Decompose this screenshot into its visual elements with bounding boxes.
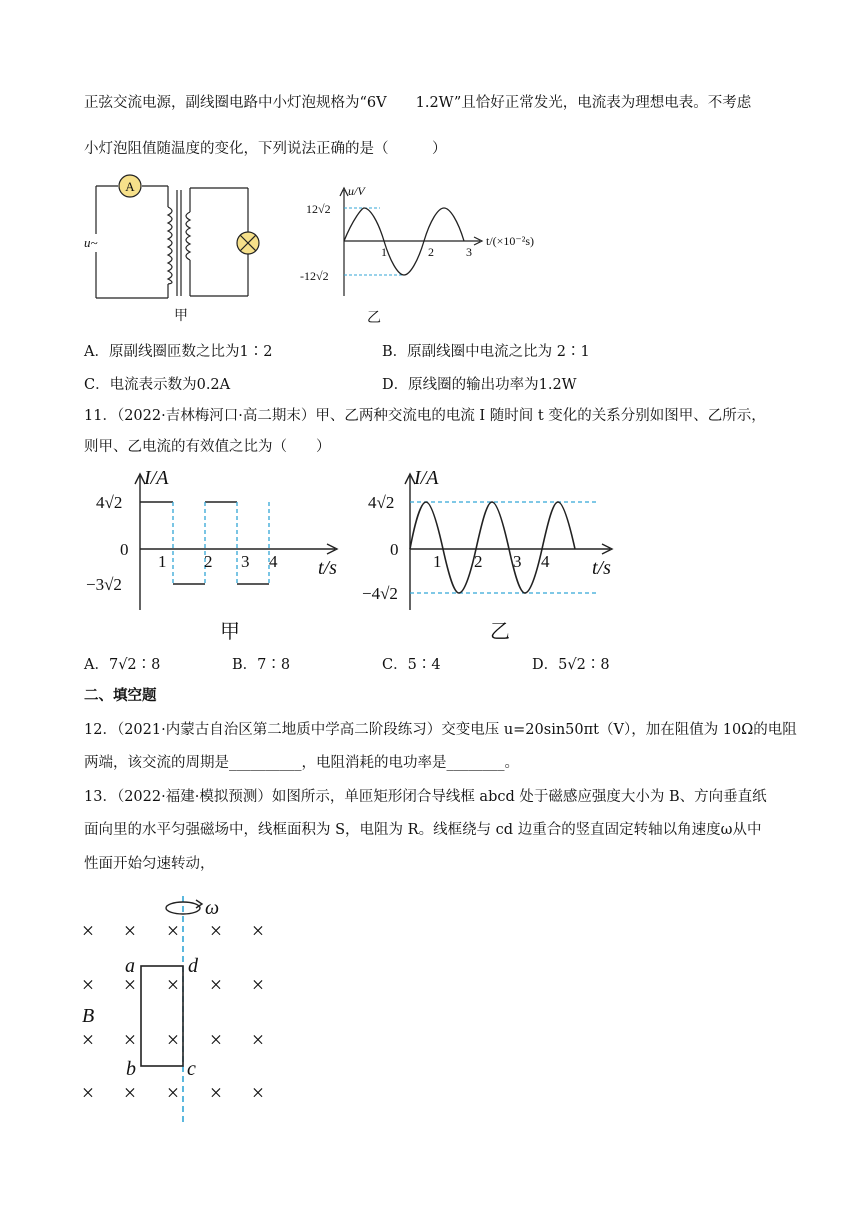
caption-jia: 甲	[220, 621, 240, 643]
tick-2: 2	[428, 245, 434, 259]
label-b-field: B	[82, 1005, 95, 1027]
q11-option-d[interactable]: D．5√2∶8	[532, 657, 610, 673]
svg-text:×: ×	[123, 972, 137, 997]
zero-label: 0	[390, 540, 399, 559]
tick-2: 2	[204, 552, 213, 571]
y-neg-label: −3√2	[86, 575, 122, 594]
svg-text:×: ×	[209, 918, 223, 943]
label-d: d	[188, 955, 198, 977]
svg-text:×: ×	[166, 972, 180, 997]
y-pos-label: 4√2	[368, 493, 395, 512]
svg-text:×: ×	[251, 1080, 265, 1105]
tick-1: 1	[381, 245, 387, 259]
q10-option-a[interactable]: A．原副线圈匝数之比为1∶2	[84, 344, 273, 360]
caption-jia: 甲	[174, 309, 188, 324]
y-pos-label: 12√2	[306, 202, 331, 216]
svg-text:×: ×	[251, 918, 265, 943]
svg-text:×: ×	[123, 918, 137, 943]
svg-text:×: ×	[209, 972, 223, 997]
tick-4: 4	[541, 552, 550, 571]
q10-option-b[interactable]: B．原副线圈中电流之比为 2∶1	[382, 344, 590, 360]
tick-4: 4	[269, 552, 278, 571]
q10-line2: 小灯泡阻值随温度的变化，下列说法正确的是（ ）	[84, 141, 447, 157]
y-pos-label: 4√2	[96, 493, 123, 512]
section-heading: 二、填空题	[84, 687, 157, 704]
label-b: b	[126, 1058, 136, 1080]
q11-option-a[interactable]: A．7√2∶8	[84, 657, 161, 673]
caption-yi: 乙	[367, 311, 381, 326]
y-axis-label: u/V	[348, 184, 365, 198]
q13-figure	[70, 892, 290, 1127]
q11-figure-jia	[80, 462, 350, 647]
q11-line2: 则甲、乙电流的有效值之比为（ ）	[84, 439, 331, 455]
tick-3: 3	[513, 552, 522, 571]
x-axis-label: t/s	[592, 557, 611, 579]
source-label: u~	[84, 235, 98, 250]
tick-2: 2	[474, 552, 483, 571]
svg-text:×: ×	[166, 1027, 180, 1052]
field-crosses	[82, 918, 264, 1105]
y-neg-label: −4√2	[362, 584, 398, 603]
q10-option-c[interactable]: C．电流表示数为0.2A	[84, 377, 231, 393]
y-axis-label: I/A	[144, 467, 169, 489]
q12-line1: 12．（2021·内蒙古自治区第二地质中学高二阶段练习）交变电压 u=20sin50πt（V），加在阻值为 10Ω的电阻	[84, 722, 797, 738]
tick-1: 1	[433, 552, 442, 571]
rotation-arrow-icon	[166, 900, 202, 914]
caption-yi: 乙	[490, 621, 510, 643]
tick-3: 3	[241, 552, 250, 571]
q10-option-d[interactable]: D．原线圈的输出功率为1.2W	[382, 377, 577, 393]
lamp-icon	[237, 232, 259, 254]
svg-text:×: ×	[123, 1080, 137, 1105]
q11-option-b[interactable]: B．7∶8	[232, 657, 291, 673]
omega-label: ω	[205, 897, 220, 919]
q13-line3: 性面开始匀速转动，	[84, 856, 215, 872]
svg-text:×: ×	[251, 972, 265, 997]
svg-text:×: ×	[251, 1027, 265, 1052]
y-neg-label: -12√2	[300, 269, 329, 283]
ammeter-icon	[119, 175, 141, 197]
q10-line1: 正弦交流电源，副线圈电路中小灯泡规格为“6V 1.2W”且恰好正常发光，电流表为理想电表。不考虑	[84, 95, 752, 111]
svg-text:×: ×	[123, 1027, 137, 1052]
tick-3: 3	[466, 245, 472, 259]
q13-line2: 面向里的水平匀强磁场中，线框面积为 S，电阻为 R。线框绕与 cd 边重合的竖直固定转轴以角速度ω从中	[84, 822, 762, 838]
svg-text:×: ×	[209, 1027, 223, 1052]
q12-line2: 两端，该交流的周期是__________，电阻消耗的电功率是________。	[84, 755, 519, 771]
q10-figure-yi	[292, 178, 562, 328]
label-a: a	[125, 955, 135, 977]
x-axis-label: t/(×10⁻²s)	[486, 234, 535, 248]
q13-line1: 13．（2022·福建·模拟预测）如图所示，单匝矩形闭合导线框 abcd 处于磁感应强度大小为 B、方向垂直纸	[84, 789, 767, 805]
x-axis-label: t/s	[318, 557, 337, 579]
svg-text:×: ×	[81, 1080, 95, 1105]
svg-text:A: A	[125, 179, 135, 194]
svg-text:×: ×	[81, 972, 95, 997]
label-c: c	[187, 1058, 196, 1080]
y-axis-label: I/A	[414, 467, 439, 489]
q11-option-c[interactable]: C．5∶4	[382, 657, 441, 673]
svg-text:×: ×	[166, 1080, 180, 1105]
q11-line1: 11．（2022·吉林梅河口·高二期末）甲、乙两种交流电的电流 I 随时间 t 变化的关系分别如图甲、乙所示，	[84, 408, 766, 424]
svg-text:×: ×	[81, 1027, 95, 1052]
tick-1: 1	[158, 552, 167, 571]
q10-figure-jia	[80, 172, 290, 327]
svg-text:×: ×	[81, 918, 95, 943]
svg-text:×: ×	[166, 918, 180, 943]
svg-text:×: ×	[209, 1080, 223, 1105]
q11-figure-yi	[360, 462, 630, 647]
zero-label: 0	[120, 540, 129, 559]
sine-curve	[410, 502, 580, 593]
